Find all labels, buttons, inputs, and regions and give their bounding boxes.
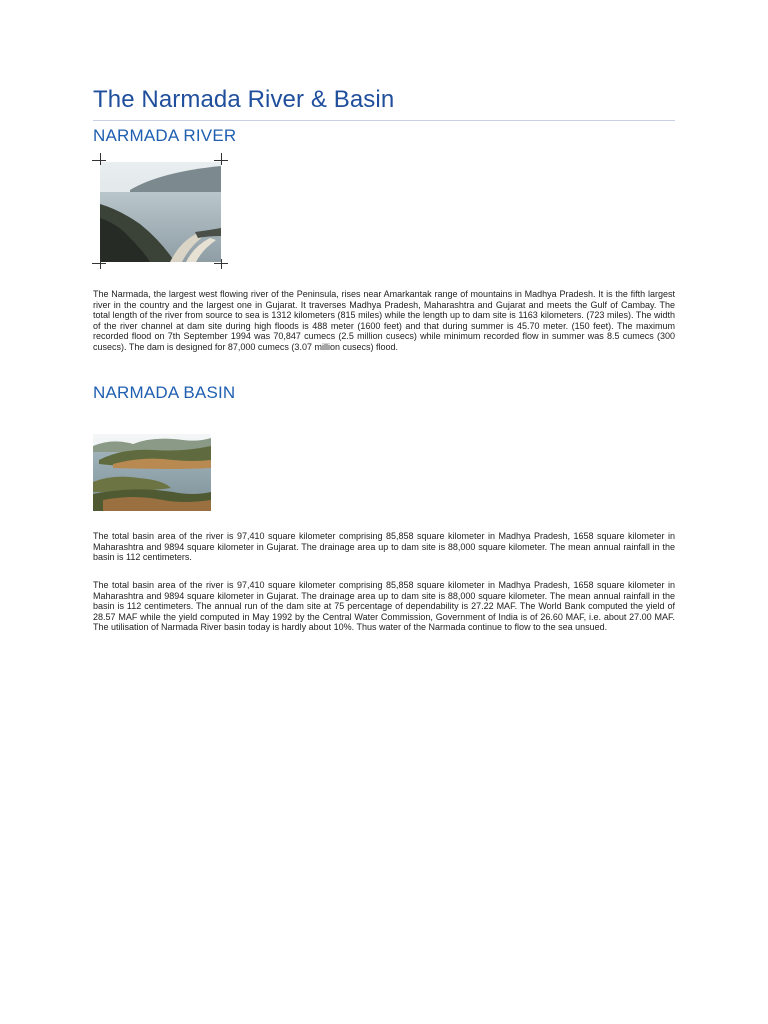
crop-mark	[100, 153, 101, 165]
section-heading-basin: NARMADA BASIN	[93, 383, 236, 402]
basin-paragraph-2: The total basin area of the river is 97,410 square kilometer comprising 85,858 square kilometer in Madhya Pradesh, 1658 square kilometer in Maharashtra and 9894 square kilometer in Gujarat. The drainage area up to dam site is 88,000 square kilometer. The mean annual rainfall in the basin is 112 centimeters. The annual run of the dam site at 75 percentage of dependability is 27.22 MAF. The World Bank computed the yield of 28.57 MAF while the yield computed in May 1992 by the Central Water Commission, Government of India is of 26.60 MAF, i.e. about 27.00 MAF. The utilisation of Narmada River basin today is hardly about 10%. Thus water of the Narmada continue to flow to the sea unsued.	[93, 580, 675, 632]
crop-mark	[221, 259, 222, 269]
basin-photo	[93, 434, 211, 511]
section-heading-river: NARMADA RIVER	[93, 126, 237, 145]
river-paragraph: The Narmada, the largest west flowing river of the Peninsula, rises near Amarkantak range of mountains in Madhya Pradesh. It is the fifth largest river in the country and the largest one in Gujarat. It traverses Madhya Pradesh, Maharashtra and Gujarat and meets the Gulf of Cambay. The total length of the river from source to sea is 1312 kilometers (815 miles) while the length up to dam site is 1163 kilometers. (723 miles). The width of the river channel at dam site during high floods is 488 meter (1600 feet) and that during summer is 45.70 meter. (150 feet). The maximum recorded flood on 7th September 1994 was 70,847 cumecs (2.5 million cusecs) while minimum recorded flow in summer was 8.5 cumecs (300 cusecs). The dam is designed for 87,000 cumecs (3.07 million cusecs) flood.	[93, 289, 675, 352]
page-title: The Narmada River & Basin	[93, 86, 395, 113]
river-photo	[100, 162, 221, 262]
crop-mark	[92, 160, 106, 161]
basin-paragraph-1: The total basin area of the river is 97,410 square kilometer comprising 85,858 square kilometer in Madhya Pradesh, 1658 square kilometer in Maharashtra and 9894 square kilometer in Gujarat. The drainage area up to dam site is 88,000 square kilometer. The mean annual rainfall in the basin is 112 centimeters.	[93, 531, 675, 562]
title-divider	[93, 120, 675, 121]
crop-mark	[100, 259, 101, 269]
crop-mark	[92, 263, 106, 264]
crop-mark	[221, 153, 222, 165]
